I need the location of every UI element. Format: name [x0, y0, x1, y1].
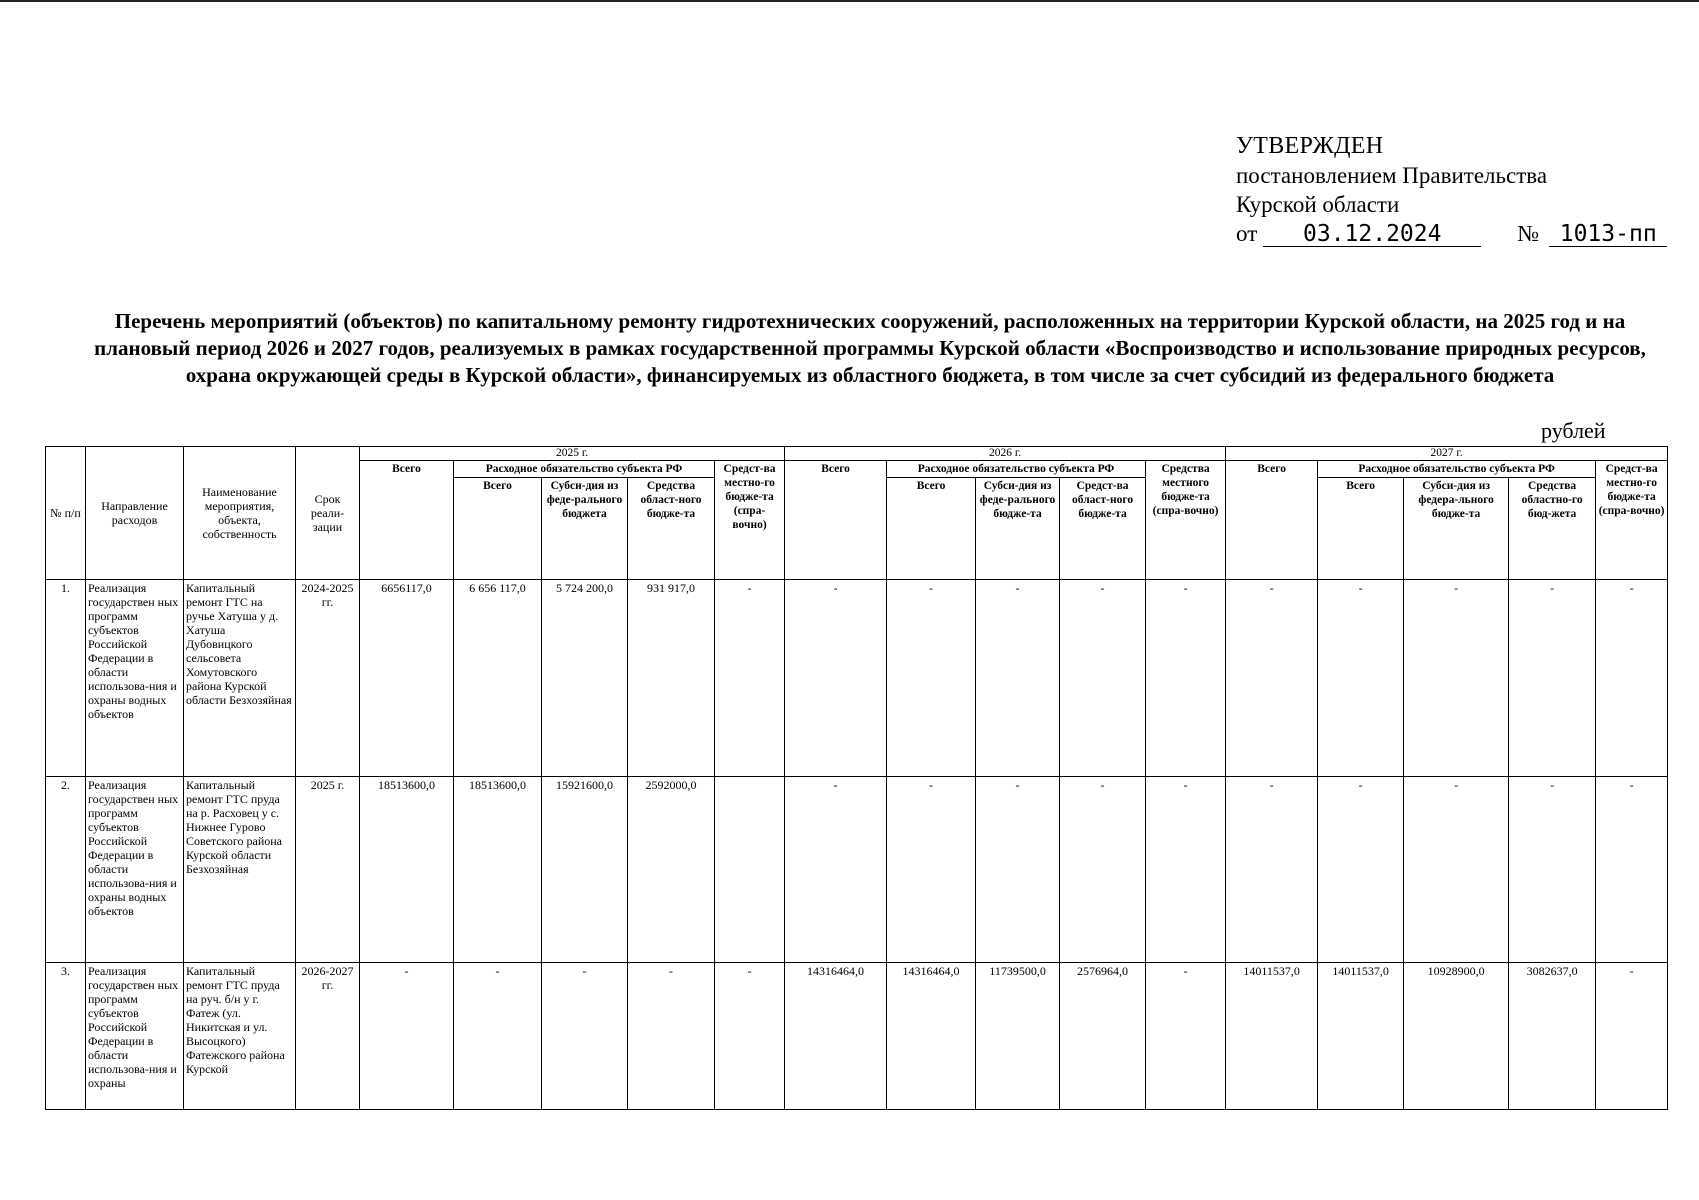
cell-direction: Реализация государствен ных программ субъектов Российской Федерации в области использова-ния и охраны водных объектов — [86, 580, 184, 777]
cell-value: - — [887, 580, 976, 777]
cell-value: - — [715, 580, 785, 777]
cell-value: 18513600,0 — [454, 777, 542, 963]
cell-term: 2025 г. — [296, 777, 360, 963]
cell-value: - — [1146, 777, 1226, 963]
cell-num: 1. — [46, 580, 86, 777]
cell-value: 5 724 200,0 — [542, 580, 628, 777]
cell-value: - — [1596, 777, 1668, 963]
cell-value: - — [976, 580, 1060, 777]
approval-heading: УТВЕРЖДЕН — [1236, 133, 1384, 159]
cell-value: 2592000,0 — [628, 777, 715, 963]
cell-name: Капитальный ремонт ГТС на ручье Хатуша у д. Хатуша Дубовицкого сельсовета Хомутовского района Курской области Безхозяйная — [184, 580, 296, 777]
cell-value: - — [976, 777, 1060, 963]
cell-value: 14011537,0 — [1318, 963, 1404, 1110]
table-row — [46, 580, 1668, 777]
table-row — [46, 777, 1668, 963]
header-local-2027: Средст-ва местно-го бюдже-та (спра-вочно) — [1596, 461, 1668, 580]
header-total-2025: Всего — [360, 461, 454, 580]
header-local-2025: Средст-ва местно-го бюдже-та (спра-вочно) — [715, 461, 785, 580]
cell-value: - — [785, 777, 887, 963]
header-year-2026: 2026 г. — [785, 447, 1226, 461]
cell-num: 3. — [46, 963, 86, 1110]
cell-value: - — [1596, 580, 1668, 777]
cell-value: 6656117,0 — [360, 580, 454, 777]
cell-value: 6 656 117,0 — [454, 580, 542, 777]
cell-value: 14316464,0 — [887, 963, 976, 1110]
cell-value: - — [887, 777, 976, 963]
cell-value: 15921600,0 — [542, 777, 628, 963]
cell-value: 14316464,0 — [785, 963, 887, 1110]
cell-value: - — [785, 580, 887, 777]
table-row — [46, 963, 1668, 1110]
cell-value: - — [360, 963, 454, 1110]
cell-value: - — [1146, 580, 1226, 777]
approval-date-line — [1236, 219, 1667, 248]
cell-value: - — [628, 963, 715, 1110]
date-prefix: от — [1236, 221, 1258, 246]
cell-value: 11739500,0 — [976, 963, 1060, 1110]
cell-term: 2024-2025 гг. — [296, 580, 360, 777]
document-title: Перечень мероприятий (объектов) по капитальному ремонту гидротехнических сооружений, расположенных на территории Курской области, на 2025 год и на плановый период 2026 и 2027 годов, реализуемых в рамках государственной программы Курской области «Воспроизводство и использование природных ресурсов, охрана окружающей среды в Курской области», финансируемых из областного бюджета, в том числе за счет субсидий из федерального бюджета — [94, 309, 1646, 387]
cell-value: - — [1060, 777, 1146, 963]
header-direction: Направление расходов — [86, 447, 184, 580]
cell-value: 14011537,0 — [1226, 963, 1318, 1110]
cell-value: 3082637,0 — [1509, 963, 1596, 1110]
header-regional-2027: Средства областно-го бюд-жета — [1509, 478, 1596, 580]
cell-value: - — [454, 963, 542, 1110]
cell-value: - — [1146, 963, 1226, 1110]
header-total-2026: Всего — [785, 461, 887, 580]
cell-value: 2576964,0 — [1060, 963, 1146, 1110]
cell-value: - — [542, 963, 628, 1110]
header-name: Наименование мероприятия, объекта, собственность — [184, 447, 296, 580]
approval-date: 03.12.2024 — [1263, 222, 1481, 247]
header-subsidy-2026: Субси-дия из феде-рального бюдже-та — [976, 478, 1060, 580]
header-year-2027: 2027 г. — [1226, 447, 1668, 461]
cell-value: 18513600,0 — [360, 777, 454, 963]
header-regional-2025: Средства област-ного бюдже-та — [628, 478, 715, 580]
units-label: рублей — [1541, 418, 1606, 443]
cell-value: - — [1226, 580, 1318, 777]
cell-value: - — [1226, 777, 1318, 963]
measures-table — [45, 446, 1668, 1110]
header-subtotal-2026: Всего — [887, 478, 976, 580]
cell-value: 10928900,0 — [1404, 963, 1509, 1110]
header-total-2027: Всего — [1226, 461, 1318, 580]
cell-value: - — [715, 963, 785, 1110]
cell-name: Капитальный ремонт ГТС пруда на р. Расховец у с. Нижнее Гурово Советского района Курской области Безхозяйная — [184, 777, 296, 963]
number-prefix: № — [1517, 221, 1540, 246]
header-subtotal-2025: Всего — [454, 478, 542, 580]
header-local-2026: Средства местного бюдже-та (спра-вочно) — [1146, 461, 1226, 580]
header-regional-2026: Средст-ва област-ного бюдже-та — [1060, 478, 1146, 580]
cell-value: - — [1509, 580, 1596, 777]
cell-value — [715, 777, 785, 963]
cell-direction: Реализация государствен ных программ субъектов Российской Федерации в области использова-ния и охраны — [86, 963, 184, 1110]
header-subtotal-2027: Всего — [1318, 478, 1404, 580]
cell-value: - — [1060, 580, 1146, 777]
header-obligation-2025: Расходное обязательство субъекта РФ — [454, 461, 715, 478]
header-term: Срок реали-зации — [296, 447, 360, 580]
cell-value: - — [1318, 580, 1404, 777]
header-num: № п/п — [46, 447, 86, 580]
header-obligation-2026: Расходное обязательство субъекта РФ — [887, 461, 1146, 478]
approval-line-2: Курской области — [1236, 192, 1400, 217]
header-obligation-2027: Расходное обязательство субъекта РФ — [1318, 461, 1596, 478]
approval-block — [1236, 132, 1667, 248]
cell-direction: Реализация государствен ных программ субъектов Российской Федерации в области использова-ния и охраны водных объектов — [86, 777, 184, 963]
header-subsidy-2027: Субси-дия из федера-льного бюдже-та — [1404, 478, 1509, 580]
header-subsidy-2025: Субси-дия из феде-рального бюджета — [542, 478, 628, 580]
header-year-2025: 2025 г. — [360, 447, 785, 461]
cell-value: - — [1404, 777, 1509, 963]
cell-value: - — [1596, 963, 1668, 1110]
cell-value: - — [1509, 777, 1596, 963]
cell-value: 931 917,0 — [628, 580, 715, 777]
cell-term: 2026-2027 гг. — [296, 963, 360, 1110]
approval-number: 1013-пп — [1549, 222, 1667, 247]
cell-name: Капитальный ремонт ГТС пруда на руч. б/н у г. Фатеж (ул. Никитская и ул. Высоцкого) Фатежского района Курской — [184, 963, 296, 1110]
cell-value: - — [1404, 580, 1509, 777]
cell-value: - — [1318, 777, 1404, 963]
approval-line-1: постановлением Правительства — [1236, 163, 1548, 188]
cell-num: 2. — [46, 777, 86, 963]
